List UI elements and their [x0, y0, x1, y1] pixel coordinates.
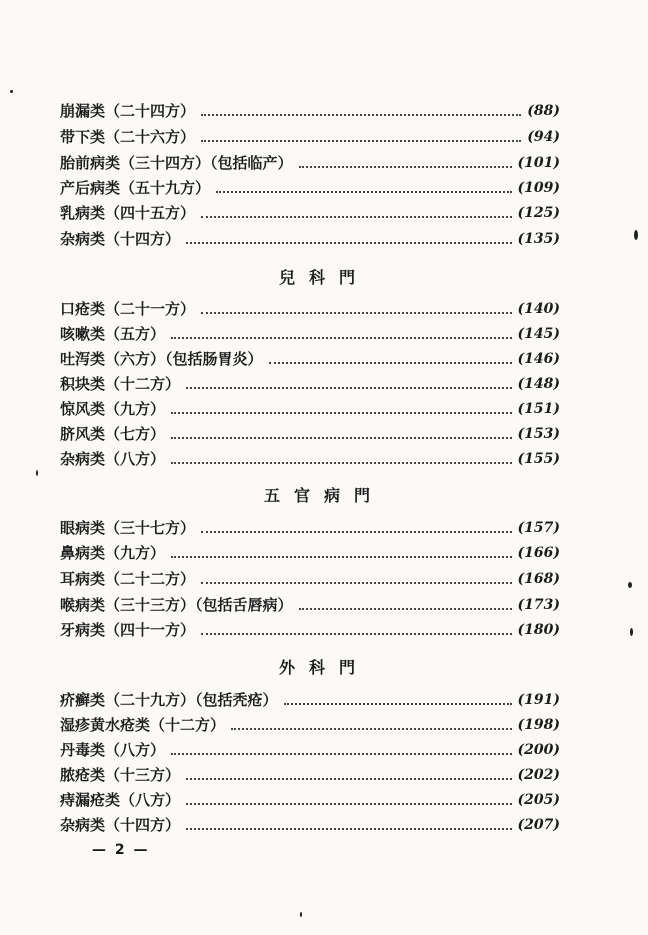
toc-entry [60, 421, 560, 446]
entry-page: (94) [527, 128, 560, 145]
toc-entry [60, 150, 560, 175]
toc-entry [60, 321, 560, 346]
entry-label: 带下类（二十六方） [60, 128, 196, 146]
scan-speck [630, 628, 633, 636]
entry-label: 口疮类（二十一方） [60, 300, 196, 318]
leader-dots [231, 728, 512, 730]
entry-label: 耳病类（二十二方） [60, 570, 196, 588]
leader-dots [216, 191, 512, 193]
leader-dots [201, 140, 521, 142]
entry-label: 吐泻类（六方）（包括肠胃炎） [60, 350, 263, 368]
leader-dots [171, 412, 512, 414]
toc-entry [60, 124, 560, 149]
toc-entry [60, 396, 560, 421]
entry-label: 湿疹黄水疮类（十二方） [60, 716, 226, 734]
entry-label: 眼病类（三十七方） [60, 519, 196, 537]
leader-dots [299, 608, 512, 610]
entry-label: 杂病类（十四方） [60, 230, 181, 248]
entry-label: 杂病类（八方） [60, 450, 166, 468]
scan-speck [634, 230, 638, 240]
toc-entry [60, 446, 560, 471]
entry-label: 乳病类（四十五方） [60, 204, 196, 222]
leader-dots [186, 778, 512, 780]
entry-page: (207) [517, 816, 560, 833]
entry-page: (151) [517, 400, 560, 417]
entry-page: (109) [517, 179, 560, 196]
entry-label: 脓疮类（十三方） [60, 766, 181, 784]
toc-entry [60, 787, 560, 812]
entry-label: 牙病类（四十一方） [60, 621, 196, 639]
entry-label: 惊风类（九方） [60, 400, 166, 418]
entry-page: (173) [517, 596, 560, 613]
leader-dots [201, 216, 512, 218]
entry-page: (202) [517, 766, 560, 783]
scan-speck [300, 912, 302, 917]
leader-dots [201, 531, 512, 533]
entry-label: 鼻病类（九方） [60, 544, 166, 562]
leader-dots [284, 703, 512, 705]
toc-entry [60, 812, 560, 837]
entry-page: (198) [517, 716, 560, 733]
leader-dots [201, 114, 521, 116]
entry-label: 疥癣类（二十九方）（包括秃疮） [60, 691, 278, 709]
entry-label: 杂病类（十四方） [60, 816, 181, 834]
entry-page: (166) [517, 544, 560, 561]
leader-dots [186, 387, 512, 389]
leader-dots [171, 753, 512, 755]
entry-page: (145) [517, 325, 560, 342]
toc-entry [60, 592, 560, 617]
leader-dots [171, 337, 512, 339]
entry-page: (157) [517, 519, 560, 536]
entry-label: 积块类（十二方） [60, 375, 181, 393]
toc-entry [60, 762, 560, 787]
entry-label: 咳嗽类（五方） [60, 325, 166, 343]
leader-dots [171, 556, 512, 558]
entry-page: (191) [517, 691, 560, 708]
entry-page: (140) [517, 300, 560, 317]
toc-entry [60, 712, 560, 737]
entry-page: (88) [527, 102, 560, 119]
entry-page: (205) [517, 791, 560, 808]
toc-entry [60, 296, 560, 321]
section-heading-surgery: 外科門 [278, 658, 369, 677]
leader-dots [171, 437, 512, 439]
leader-dots [299, 166, 512, 168]
scan-speck [628, 582, 632, 588]
entry-label: 脐风类（七方） [60, 425, 166, 443]
toc-entry [60, 737, 560, 762]
entry-label: 喉病类（三十三方）（包括舌唇病） [60, 596, 293, 614]
leader-dots [269, 362, 512, 364]
entry-page: (101) [517, 154, 560, 171]
toc-entry [60, 175, 560, 200]
toc-entry [60, 540, 560, 565]
section-heading-five-senses: 五官病門 [263, 486, 384, 505]
toc-entry [60, 226, 560, 251]
entry-page: (155) [517, 450, 560, 467]
section-heading-pediatrics: 兒科門 [278, 268, 369, 287]
leader-dots [201, 633, 512, 635]
toc-entry [60, 617, 560, 642]
toc-entry [60, 200, 560, 225]
entry-label: 丹毒类（八方） [60, 741, 166, 759]
entry-label: 痔漏疮类（八方） [60, 791, 181, 809]
entry-page: (125) [517, 204, 560, 221]
entry-page: (180) [517, 621, 560, 638]
toc-entry [60, 98, 560, 123]
entry-page: (135) [517, 230, 560, 247]
toc-entry [60, 346, 560, 371]
leader-dots [201, 582, 512, 584]
entry-label: 产后病类（五十九方） [60, 179, 211, 197]
toc-entry [60, 515, 560, 540]
scan-speck [36, 470, 38, 476]
entry-page: (200) [517, 741, 560, 758]
page-number: — 2 — [92, 842, 150, 858]
leader-dots [186, 828, 512, 830]
toc-entry [60, 687, 560, 712]
entry-page: (168) [517, 570, 560, 587]
toc-entry [60, 566, 560, 591]
entry-label: 胎前病类（三十四方）（包括临产） [60, 154, 293, 172]
leader-dots [201, 312, 512, 314]
leader-dots [171, 462, 512, 464]
entry-page: (146) [517, 350, 560, 367]
toc-entry [60, 371, 560, 396]
entry-page: (153) [517, 425, 560, 442]
scan-speck [10, 90, 13, 93]
leader-dots [186, 242, 512, 244]
entry-page: (148) [517, 375, 560, 392]
leader-dots [186, 803, 512, 805]
entry-label: 崩漏类（二十四方） [60, 102, 196, 120]
